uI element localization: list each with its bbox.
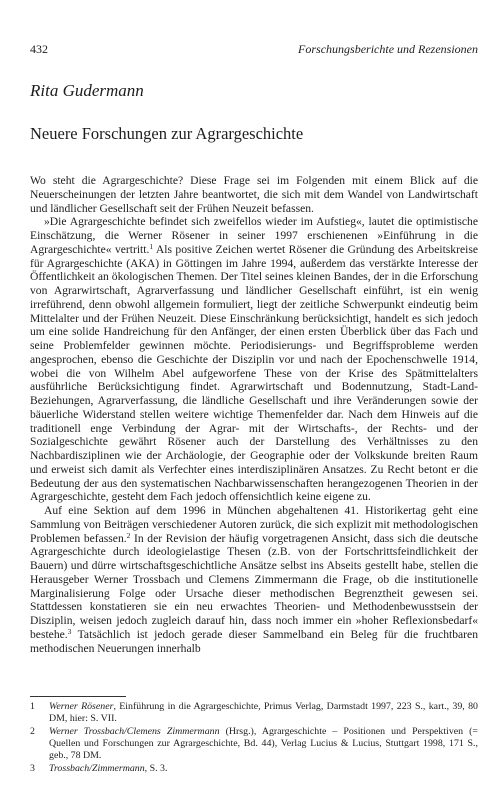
footnote-author: Werner Trossbach/Clemens Zimmermann xyxy=(49,726,220,737)
footnote-number: 1 xyxy=(30,701,35,712)
footnote-number: 3 xyxy=(30,763,35,774)
paragraph-text: Wo steht die Agrargeschichte? Diese Frage sei im Folgenden mit einem Blick auf die Neuerscheinungen der letzten Jahre beantwortet, die sich mit dem Wandel von Landwirtschaft und ländlicher Gesellschaft seit der Frühen Neuzeit befassen. xyxy=(30,174,478,215)
footnote-ref-1: 1 xyxy=(149,241,154,251)
paragraph-text: Als positive Zeichen wertet Rösener die Gründung des Arbeitskreise für Agrargeschichte (AKA) in Göttingen im Jahre 1994, außerdem das verstärkte Interesse der Öffentlichkeit an ökologischen Themen. Der Titel seines kleinen Bandes, der in die Erforschung von Agrarwirtschaft, Agrarverfassung und ländlicher Gesellschaft einführt, ist ein wenig irreführend, denn obwohl allgemein formuliert, liegt der zeitliche Schwerpunkt eindeutig beim Mittelalter und der Frühen Neuzeit. Diese Einschränkung berücksichtigt, handelt es sich jedoch um eine solide Handreichung für den Anfänger, der einen ersten Überblick über das Fach und seine Problemfelder gewinnen möchte. Periodisierungs- und Begriffsprobleme werden angesprochen, ebenso die Geschichte der Disziplin vor und nach der Epochenschwelle 1914, wobei die von Wilhelm Abel aufgeworfene These von der Krise des Spätmittelalters ausführliche Berücksichtigung findet. Agrarwirtschaft und Bodennutzung, Stadt-Land-Beziehungen, Agrarverfassung, die ländliche Gesellschaft und ihre Veränderungen sowie der bäuerliche Widerstand stellen weitere wichtige Themenfelder dar. Nach dem Hinweis auf die traditionell enge Verbindung der Agrar- mit der Wirtschafts-, der Rechts- und der Sozialgeschichte gewährt Rösener auch der Darstellung des Verhältnisses zu den Nachbardisziplinen wie der Archäologie, der Geographie oder der Volkskunde breiten Raum und erweist sich damit als Verfechter eines interdisziplinären Ansatzes. Zu Recht betont er die Bedeutung der aus den systematischen Nachbarwissenschaften herangezogenen Theorien in der Agrargeschichte, gesteht dem Fach jedoch offensichtlich keine eigene zu. xyxy=(30,242,478,504)
footnote-author: Trossbach/Zimmermann xyxy=(49,763,145,774)
footnote-divider xyxy=(30,696,126,697)
footnote-3 xyxy=(30,763,478,775)
page-header xyxy=(30,42,478,58)
article-body xyxy=(30,174,478,655)
footnotes xyxy=(30,701,478,776)
running-title: Forschungsberichte und Rezensionen xyxy=(298,42,478,56)
paragraph-1 xyxy=(30,174,478,215)
article-author: Rita Gudermann xyxy=(30,81,144,100)
footnote-ref-3: 3 xyxy=(67,626,72,636)
footnote-number: 2 xyxy=(30,726,35,737)
footnote-1 xyxy=(30,701,478,725)
paragraph-text: Tatsächlich ist jedoch gerade dieser Sammelband ein Beleg für die fruchtbaren methodischen Neuerungen innerhalb xyxy=(30,627,478,655)
footnote-text: , Einführung in die Agrargeschichte, Primus Verlag, Darmstadt 1997, 223 S., kart., 39, 80 DM, hier: S. VII. xyxy=(49,701,478,724)
article-title: Neuere Forschungen zur Agrargeschichte xyxy=(30,124,304,143)
paragraph-text: Auf eine Sektion auf dem 1996 in München abgehaltenen 41. Historikertag geht eine Sammlung von Beiträgen verschiedener Autoren zurück, die sich explizit mit methodologischen Problemen befassen. xyxy=(30,504,478,545)
paragraph-text: »Die Agrargeschichte befindet sich zweifellos wieder im Aufstieg«, lautet die optimistische Einschätzung, die Werner Rösener in seiner 1997 erschienenen »Einführung in die Agrargeschichte« vertritt. xyxy=(30,215,478,256)
paragraph-2 xyxy=(30,215,478,504)
footnote-2 xyxy=(30,726,478,762)
footnote-text: , S. 3. xyxy=(144,763,168,774)
footnote-text: (Hrsg.), Agrargeschichte – Positionen und Perspektiven (= Quellen und Forschungen zur Agrargeschichte, Bd. 44), Verlag Lucius & Lucius, Stuttgart 1998, 171 S., geb., 78 DM. xyxy=(49,726,478,761)
footnote-ref-2: 2 xyxy=(126,530,131,540)
page-number: 432 xyxy=(30,42,48,56)
footnote-author: Werner Rösener xyxy=(49,701,114,712)
paragraph-text: In der Revision der häufig vorgetragenen Ansicht, dass sich die deutsche Agrargeschichte durch ideologielastige Thesen (z.B. von der Fortschrittsfeindlichkeit der Bauern) und dürre wirtschaftsgeschichtliche Ansätze selbst ins Abseits gestellt habe, stellen die Herausgeber Werner Trossbach und Clemens Zimmermann die Frage, ob die institutionelle Marginalisierung Folge oder Ursache dieser methodischen Begrenztheit gewesen sei. Stattdessen konstatieren sie ein neu erwachtes Theorien- und Methodenbewusstsein der Disziplin, weisen jedoch zugleich darauf hin, dass noch immer ein »hoher Reflexionsbedarf« bestehe. xyxy=(30,531,478,641)
paragraph-3 xyxy=(30,504,478,655)
